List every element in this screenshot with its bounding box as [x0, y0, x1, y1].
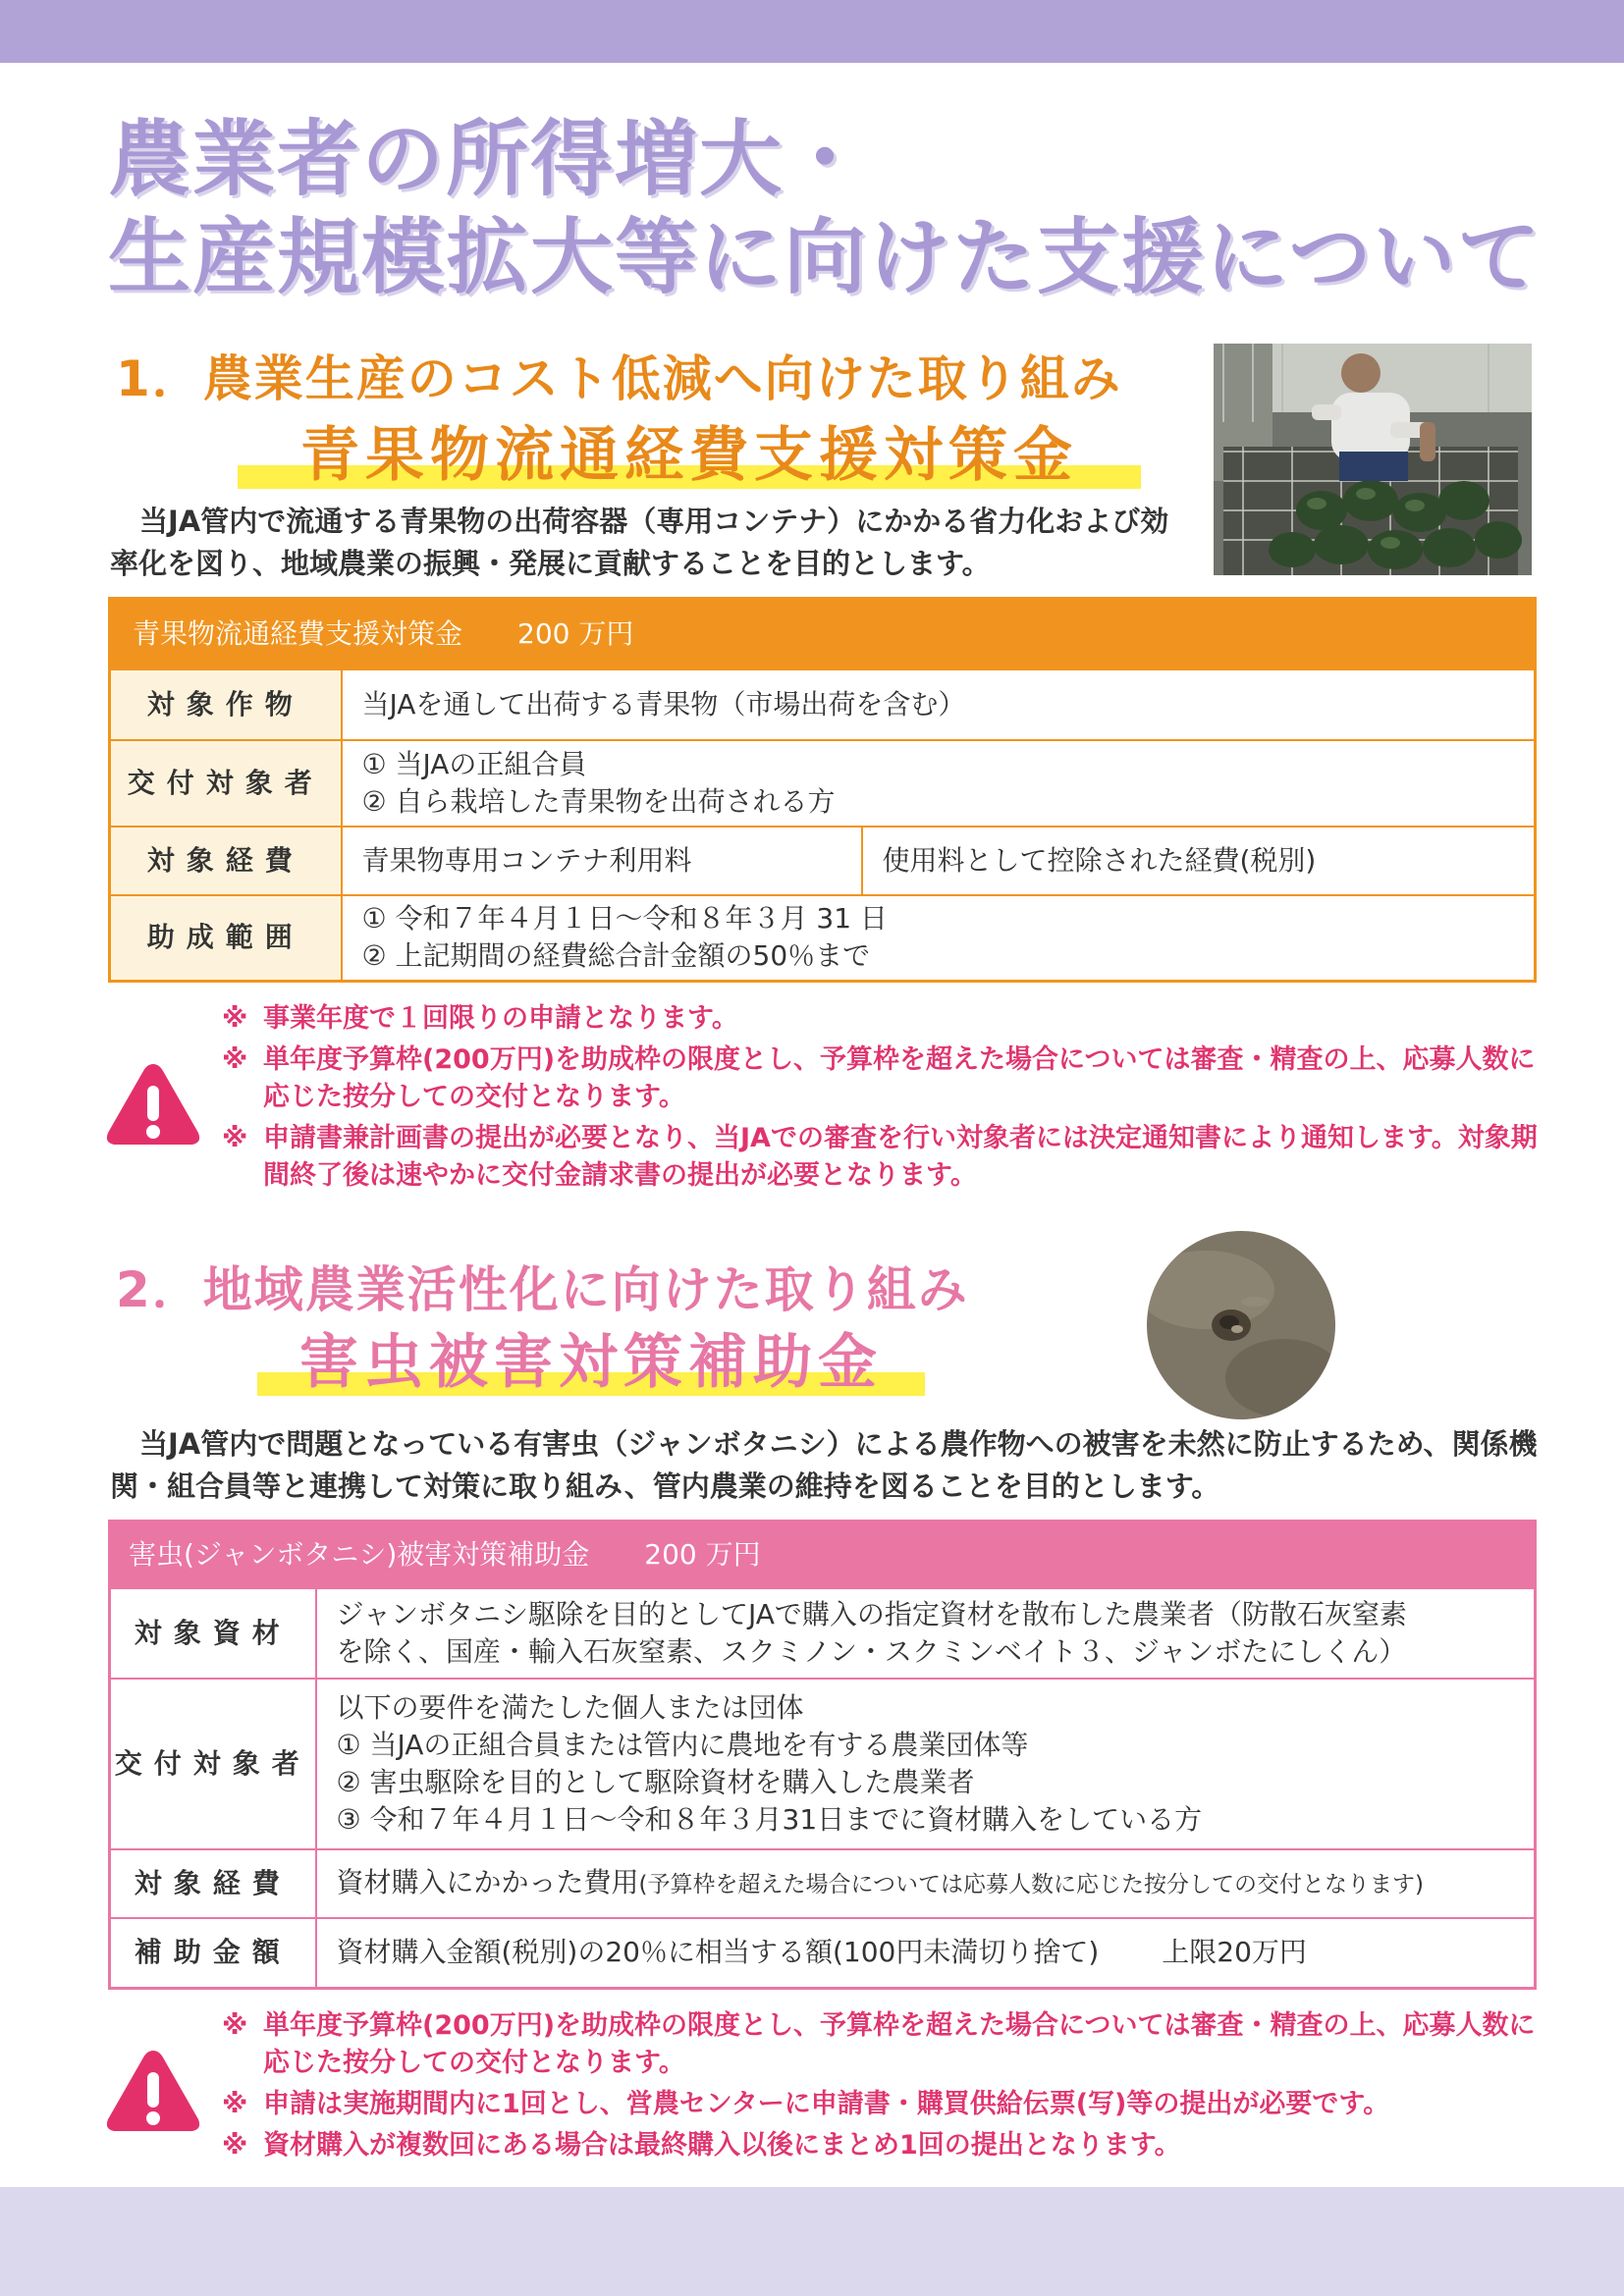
row-value [342, 740, 1536, 827]
row-value: 当JAを通して出荷する青果物（市場出荷を含む） [342, 669, 1536, 740]
snail-photo [1147, 1231, 1335, 1419]
note-item [222, 1120, 1542, 1195]
row-value-line: ① 当JAの正組合員または管内に農地を有する農業団体等 [336, 1728, 1029, 1761]
row-label: 交付対象者 [110, 1679, 316, 1849]
snail-photo-image [1147, 1231, 1335, 1419]
bottom-band [0, 2187, 1624, 2296]
farmer-photo [1214, 344, 1532, 575]
page-title-line1: 農業者の所得増大・ [108, 111, 869, 207]
section1-table [108, 597, 1537, 983]
section2-intro: 当JA管内で問題となっている有害虫（ジャンボタニシ）による農作物への被害を未然に防止するため、関係機関・組合員等と連携して対策に取り組み、管内農業の維持を図ることを目的とします。 [110, 1427, 1538, 1503]
table-header-amount: 200 万円 [644, 1537, 761, 1571]
table-row [110, 740, 1536, 827]
row-value-note: (予算枠を超えた場合については応募人数に応じた按分しての交付となります) [638, 1871, 1425, 1897]
top-band [0, 0, 1624, 63]
table-header-row [110, 599, 1536, 669]
row-label: 補助金額 [110, 1918, 316, 1989]
note-text: 単年度予算枠(200万円)を助成枠の限度とし、予算枠を超えた場合については審査・精査の上、応募人数に応じた按分しての交付となります。 [263, 1044, 1536, 1112]
note-mark: ※ [222, 2089, 248, 2119]
row-value-line: ② 害虫駆除を目的として駆除資材を購入した農業者 [336, 1765, 975, 1798]
row-value [316, 1849, 1536, 1918]
note-item [222, 1000, 1542, 1038]
section2-notes [222, 2007, 1542, 2164]
row-value-line: ③ 令和７年４月１日～令和８年３月31日までに資材購入をしている方 [336, 1802, 1203, 1836]
table-header-name: 害虫(ジャンボタニシ)被害対策補助金 [129, 1537, 590, 1571]
farmer-photo-image [1214, 344, 1532, 575]
row-label: 助成範囲 [110, 895, 342, 982]
page-title-line2: 生産規模拡大等に向けた支援について [108, 209, 1543, 305]
row-value-line: ジャンボタニシ駆除を目的としてJAで購入の指定資材を散布した農業者（防散石灰窒素 [336, 1597, 1407, 1630]
section1-notes [222, 1000, 1542, 1195]
note-text: 申請は実施期間内に1回とし、営農センターに申請書・購買供給伝票(写)等の提出が必要です。 [263, 2089, 1390, 2119]
row-value [342, 895, 1536, 982]
row-label: 対象経費 [110, 827, 342, 895]
row-value: 青果物専用コンテナ利用料 [342, 827, 862, 895]
warning-triangle-icon [104, 2047, 202, 2135]
row-label: 対象作物 [110, 669, 342, 740]
note-mark: ※ [222, 1123, 248, 1153]
table-header-name: 青果物流通経費支援対策金 [133, 616, 463, 650]
note-text: 資材購入が複数回にある場合は最終購入以後にまとめ1回の提出となります。 [263, 2130, 1181, 2161]
table-row [110, 827, 1536, 895]
row-value-line: ① 当JAの正組合員 [361, 747, 587, 780]
note-text: 単年度予算枠(200万円)を助成枠の限度とし、予算枠を超えた場合については審査・精査の上、応募人数に応じた按分しての交付となります。 [263, 2010, 1536, 2078]
row-value-line: ② 自ら栽培した青果物を出荷される方 [361, 784, 836, 818]
section1-subtitle-text: 青果物流通経費支援対策金 [300, 421, 1078, 490]
table-row [110, 1588, 1536, 1679]
table-row [110, 1679, 1536, 1849]
row-value-line: 以下の要件を満たした個人または団体 [336, 1690, 804, 1724]
row-value-line: ① 令和７年４月１日～令和８年３月 31 日 [361, 902, 888, 935]
row-value-main: 資材購入金額(税別)の20％に相当する額(100円未満切り捨て) [336, 1936, 1100, 1969]
section2-subtitle-text: 害虫被害対策補助金 [299, 1328, 883, 1397]
warning-triangle-icon [104, 1060, 202, 1148]
table-row [110, 669, 1536, 740]
row-label: 交付対象者 [110, 740, 342, 827]
section2-heading: 2．地域農業活性化に向けた取り組み [116, 1261, 969, 1318]
row-value-line: ② 上記期間の経費総合計金額の50％まで [361, 939, 871, 973]
row-value: 使用料として控除された経費(税別) [862, 827, 1536, 895]
section1-intro: 当JA管内で流通する青果物の出荷容器（専用コンテナ）にかかる省力化および効率化を図り、地域農業の振興・発展に貢献することを目的とします。 [110, 505, 1169, 580]
row-value-line: を除く、国産・輸入石灰窒素、スクミノン・スクミンベイト３、ジャンボたにしくん） [336, 1634, 1407, 1668]
row-value [316, 1588, 1536, 1679]
note-mark: ※ [222, 1003, 248, 1034]
table-row [110, 1918, 1536, 1989]
note-text: 事業年度で１回限りの申請となります。 [263, 1003, 738, 1034]
table-row [110, 1849, 1536, 1918]
note-mark: ※ [222, 2130, 248, 2161]
note-item [222, 2007, 1542, 2082]
note-text: 申請書兼計画書の提出が必要となり、当JAでの審査を行い対象者には決定通知書により通知します。対象期間終了後は速やかに交付金請求書の提出が必要となります。 [263, 1123, 1538, 1191]
note-mark: ※ [222, 2010, 248, 2041]
row-label: 対象資材 [110, 1588, 316, 1679]
table-header [110, 1522, 1536, 1588]
note-item [222, 1041, 1542, 1116]
row-value-limit: 上限20万円 [1162, 1936, 1307, 1969]
table-header-row [110, 1522, 1536, 1588]
table-header [110, 599, 1536, 669]
section1-heading: 1．農業生産のコスト低減へ向けた取り組み [116, 350, 1122, 407]
note-mark: ※ [222, 1044, 248, 1075]
page-title [108, 110, 1561, 306]
note-item [222, 2086, 1542, 2123]
row-label: 対象経費 [110, 1849, 316, 1918]
row-value [316, 1918, 1536, 1989]
table-row [110, 895, 1536, 982]
section2-subtitle [257, 1323, 925, 1402]
note-item [222, 2127, 1542, 2164]
section1-subtitle [238, 416, 1141, 495]
section2-table [108, 1520, 1537, 1990]
table-header-amount: 200 万円 [517, 616, 634, 650]
row-value [316, 1679, 1536, 1849]
row-value-main: 資材購入にかかった費用 [336, 1865, 639, 1898]
